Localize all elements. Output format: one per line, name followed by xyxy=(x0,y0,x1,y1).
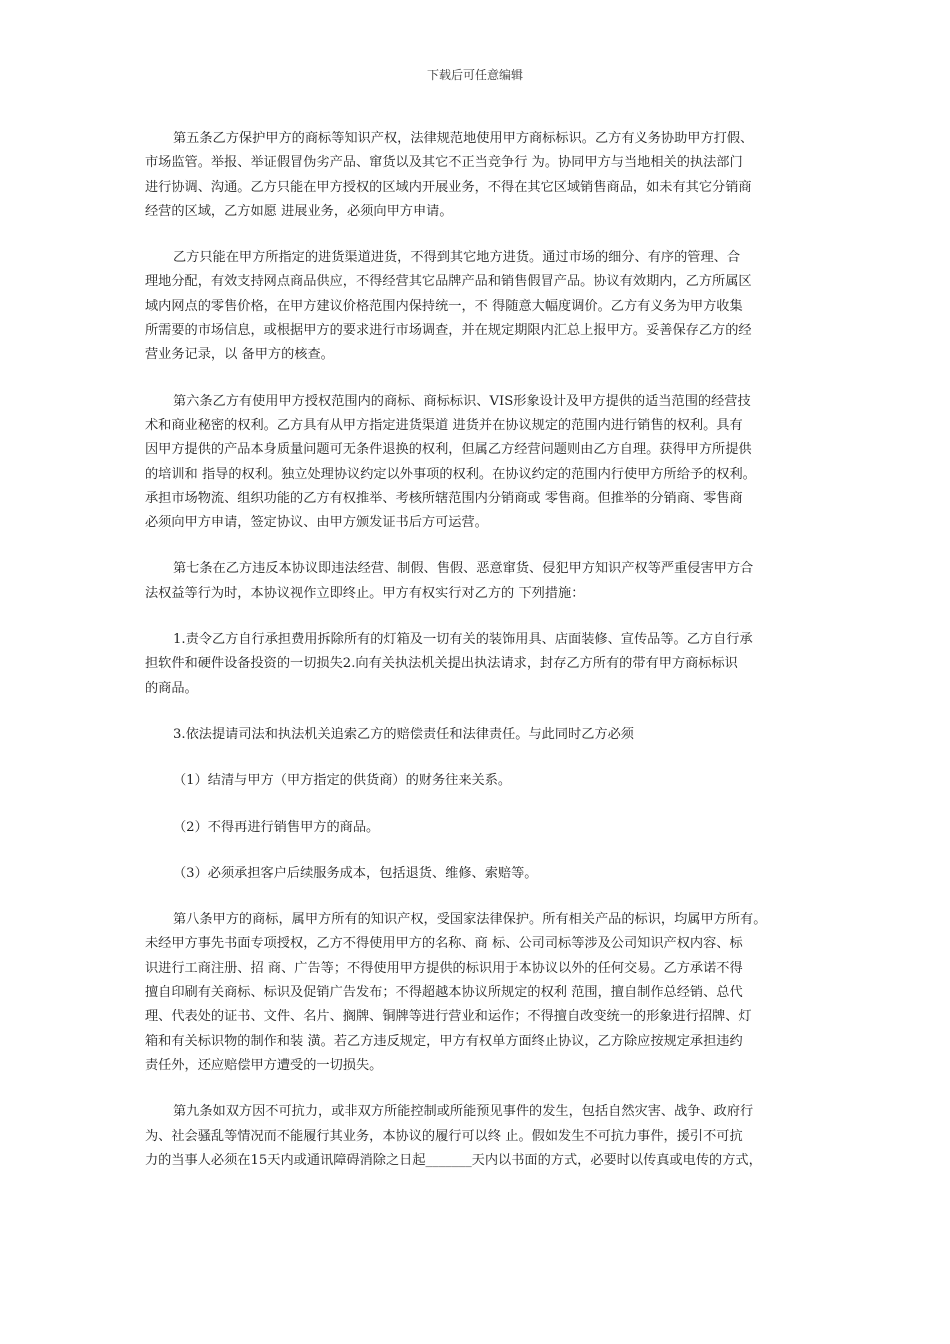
paragraph xyxy=(145,127,825,224)
paragraph-line: 域内网点的零售价格，在甲方建议价格范围内保持统一，不 得随意大幅度调价。乙方有义务为甲方收集 xyxy=(145,298,743,314)
page-header: 下载后可任意编辑 xyxy=(426,68,523,82)
paragraph-line: 理、代表处的证书、文件、名片、搁牌、铜牌等进行营业和运作；不得擅自改变统一的形象进行招牌、灯 xyxy=(145,1009,752,1025)
paragraph-line: 的商品。 xyxy=(145,680,198,696)
paragraph-line: 第五条乙方保护甲方的商标等知识产权，法律规范地使用甲方商标标识。乙方有义务协助甲方打假、 xyxy=(173,131,754,146)
paragraph-line: 术和商业秘密的权利。乙方具有从甲方指定进货渠道 进货并在协议规定的范围内进行销售的权利。具有 xyxy=(145,417,743,433)
paragraph-line: 市场监管。举报、举证假冒伪劣产品、窜货以及其它不正当竞争行 为。协同甲方与当地相关的执法部门 xyxy=(145,155,743,171)
paragraph-line: 第六条乙方有使用甲方授权范围内的商标、商标标识、VIS形象设计及甲方提供的适当范围的经营技 xyxy=(173,393,751,409)
paragraph xyxy=(145,908,825,1078)
paragraph-line: 第九条如双方因不可抗力，或非双方所能控制或所能预见事件的发生，包括自然灾害、战争、政府行 xyxy=(173,1104,754,1120)
paragraph-line: 1.责令乙方自行承担费用拆除所有的灯箱及一切有关的装饰用具、店面装修、宣传品等。乙方自行承 xyxy=(173,632,753,648)
paragraph-line: （1）结清与甲方（甲方指定的供货商）的财务往来关系。 xyxy=(173,773,512,789)
paragraph xyxy=(145,862,825,886)
paragraph-line: 法权益等行为时，本协议视作立即终止。甲方有权实行对乙方的 下列措施： xyxy=(145,585,585,601)
paragraph xyxy=(145,1100,825,1173)
paragraph-line: 经营的区域，乙方如愿 进展业务，必须向甲方申请。 xyxy=(145,203,453,219)
paragraph-line: 进行协调、沟通。乙方只能在甲方授权的区域内开展业务，不得在其它区域销售商品，如未有其它分销商 xyxy=(145,179,752,195)
document-body xyxy=(145,127,825,1195)
paragraph-line: 3.依法提请司法和执法机关追索乙方的赔偿责任和法律责任。与此同时乙方必须 xyxy=(173,726,634,742)
paragraph-line: 未经甲方事先书面专项授权，乙方不得使用甲方的名称、商 标、公司司标等涉及公司知识产权内容、标 xyxy=(145,936,743,952)
paragraph xyxy=(145,557,825,606)
paragraph xyxy=(145,246,825,367)
paragraph-line: 为、社会骚乱等情况而不能履行其业务，本协议的履行可以终 止。假如发生不可抗力事件，援引不可抗 xyxy=(145,1128,743,1144)
paragraph xyxy=(145,816,825,840)
paragraph-line: 因甲方提供的产品本身质量问题可无条件退换的权利，但属乙方经营问题则由乙方自理。获得甲方所提供 xyxy=(145,442,752,458)
paragraph xyxy=(145,628,825,701)
paragraph-line: 箱和有关标识物的制作和装 潢。若乙方违反规定，甲方有权单方面终止协议，乙方除应按规定承担违约 xyxy=(145,1033,743,1049)
paragraph-line: 第八条甲方的商标，属甲方所有的知识产权，受国家法律保护。所有相关产品的标识，均属甲方所有。 xyxy=(173,912,767,928)
paragraph-line: （2）不得再进行销售甲方的商品。 xyxy=(173,819,380,835)
paragraph-line: 担软件和硬件设备投资的一切损失2.向有关执法机关提出执法请求，封存乙方所有的带有甲方商标标识 xyxy=(145,656,738,672)
paragraph-line: 必须向甲方申请，签定协议、由甲方颁发证书后方可运营。 xyxy=(145,515,488,531)
paragraph xyxy=(145,723,825,747)
paragraph-line: （3）必须承担客户后续服务成本，包括退货、维修、索赔等。 xyxy=(173,865,538,881)
paragraph-line: 责任外，还应赔偿甲方遭受的一切损失。 xyxy=(145,1057,383,1073)
paragraph xyxy=(145,769,825,793)
paragraph xyxy=(145,390,825,536)
paragraph-line: 理地分配，有效支持网点商品供应，不得经营其它品牌产品和销售假冒产品。协议有效期内，乙方所属区 xyxy=(145,274,752,290)
paragraph-line: 乙方只能在甲方所指定的进货渠道进货，不得到其它地方进货。通过市场的细分、有序的管理、合 xyxy=(173,250,741,266)
paragraph-line: 承担市场物流、组织功能的乙方有权推举、考核所辖范围内分销商或 零售商。但推举的分销商、零售商 xyxy=(145,490,743,506)
paragraph-line: 擅自印刷有关商标、标识及促销广告发布；不得超越本协议所规定的权利 范围，擅自制作总经销、总代 xyxy=(145,985,743,1001)
paragraph-line: 的培训和 指导的权利。独立处理协议约定以外事项的权利。在协议约定的范围内行使甲方所给予的权利。 xyxy=(145,466,756,482)
paragraph-line: 第七条在乙方违反本协议即违法经营、制假、售假、恶意窜货、侵犯甲方知识产权等严重侵害甲方合 xyxy=(173,561,754,577)
paragraph-line: 营业务记录，以 备甲方的核查。 xyxy=(145,347,334,363)
paragraph-line: 所需要的市场信息，或根据甲方的要求进行市场调查，并在规定期限内汇总上报甲方。妥善保存乙方的经 xyxy=(145,323,752,339)
paragraph-line: 识进行工商注册、招 商、广告等；不得使用甲方提供的标识用于本协议以外的任何交易。乙方承诺不得 xyxy=(145,960,743,976)
paragraph-line: 力的当事人必须在15天内或通讯障碍消除之日起_______天内以书面的方式，必要时以传真或电传的方式， xyxy=(145,1152,762,1168)
